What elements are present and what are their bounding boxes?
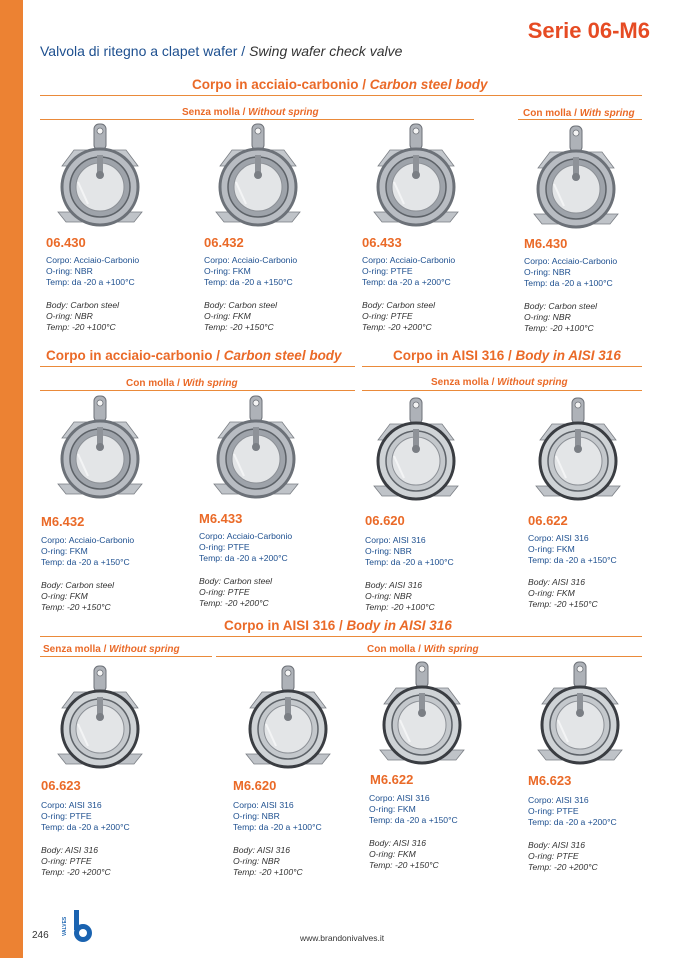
spec-line-it: Temp: da -20 a +200°C — [41, 822, 130, 832]
page-number: 246 — [32, 930, 49, 941]
subhead-rule — [40, 390, 355, 391]
section-rule — [40, 636, 642, 637]
product-specs-en — [528, 577, 598, 610]
section-title-aisi316-1: Corpo in AISI 316 / Body in AISI 316 — [393, 348, 621, 363]
spec-line-en: O-ring: NBR — [233, 856, 280, 866]
product-specs-it — [528, 795, 617, 828]
spec-line-it: Temp: da -20 a +100°C — [46, 277, 135, 287]
product-specs-it — [365, 535, 454, 568]
product-specs-it — [369, 793, 458, 826]
spec-line-it: Corpo: Acciaio-Carbonio — [199, 531, 293, 541]
product-specs-en — [362, 300, 435, 333]
spec-line-en: O-ring: FKM — [369, 849, 416, 859]
subhead-without-spring-2: Senza molla / Without spring — [431, 377, 568, 388]
spec-line-en: Body: Carbon steel — [362, 300, 436, 310]
valve-product-image — [48, 394, 152, 506]
spec-line-it: Corpo: Acciaio-Carbonio — [204, 255, 298, 265]
spec-line-it: O-ring: PTFE — [41, 811, 92, 821]
product-code: 06.622 — [528, 513, 568, 528]
spec-line-it: Temp: da -20 a +200°C — [199, 553, 288, 563]
valve-product-image — [370, 660, 474, 772]
spec-line-it: O-ring: FKM — [204, 266, 251, 276]
spec-line-it: Temp: da -20 a +150°C — [369, 815, 458, 825]
spec-line-it: Temp: da -20 a +100°C — [524, 278, 613, 288]
subhead-without-spring-1: Senza molla / Without spring — [182, 107, 319, 118]
spec-line-en: Body: Carbon steel — [41, 580, 115, 590]
subhead-rule — [40, 656, 212, 657]
spec-line-en: Body: Carbon steel — [204, 300, 278, 310]
spec-line-it: Temp: da -20 a +100°C — [365, 557, 454, 567]
section-title-carbon-steel-1: Corpo in acciaio-carbonio / Carbon steel body — [192, 77, 488, 92]
valve-product-image — [48, 122, 152, 234]
product-specs-en — [204, 300, 277, 333]
section-rule — [40, 366, 355, 367]
product-specs-it — [41, 535, 134, 568]
product-code: M6.622 — [370, 772, 414, 787]
product-code: 06.432 — [204, 235, 244, 250]
page-subtitle: Valvola di ritegno a clapet wafer / Swing wafer check valve — [40, 43, 403, 59]
spec-line-it: Corpo: AISI 316 — [528, 533, 589, 543]
product-code: 06.620 — [365, 513, 405, 528]
orange-sidebar-stripe — [0, 0, 23, 958]
product-specs-en — [365, 580, 435, 613]
spec-line-en: Temp: -20 +150°C — [369, 860, 439, 870]
valve-product-image — [526, 396, 630, 508]
valve-product-image — [364, 396, 468, 508]
product-specs-it — [204, 255, 297, 288]
valve-product-image — [524, 124, 628, 236]
valve-product-image — [206, 122, 310, 234]
spec-line-en: O-ring: PTFE — [362, 311, 413, 321]
spec-line-en: Body: AISI 316 — [365, 580, 423, 590]
spec-line-en: O-ring: NBR — [46, 311, 93, 321]
product-specs-en — [41, 845, 111, 878]
product-specs-it — [41, 800, 130, 833]
product-specs-en — [369, 838, 439, 871]
spec-line-en: Body: AISI 316 — [41, 845, 99, 855]
product-specs-en — [524, 301, 597, 334]
spec-line-it: O-ring: PTFE — [199, 542, 250, 552]
spec-line-it: Corpo: Acciaio-Carbonio — [41, 535, 135, 545]
product-specs-en — [46, 300, 119, 333]
spec-line-en: O-ring: FKM — [204, 311, 251, 321]
subhead-rule — [518, 119, 642, 120]
valve-product-image — [48, 664, 152, 776]
subhead-rule — [362, 390, 642, 391]
product-specs-it — [233, 800, 322, 833]
spec-line-en: O-ring: PTFE — [528, 851, 579, 861]
spec-line-en: Temp: -20 +150°C — [528, 599, 598, 609]
spec-line-en: Body: AISI 316 — [233, 845, 291, 855]
product-code: 06.430 — [46, 235, 86, 250]
spec-line-it: O-ring: FKM — [528, 544, 575, 554]
spec-line-it: Corpo: AISI 316 — [365, 535, 426, 545]
product-specs-en — [233, 845, 303, 878]
spec-line-it: Temp: da -20 a +100°C — [233, 822, 322, 832]
valve-product-image — [204, 394, 308, 506]
product-specs-en — [528, 840, 598, 873]
spec-line-en: O-ring: NBR — [365, 591, 412, 601]
spec-line-it: O-ring: NBR — [233, 811, 280, 821]
spec-line-it: Corpo: AISI 316 — [233, 800, 294, 810]
subhead-with-spring-3: Con molla / With spring — [367, 644, 479, 655]
spec-line-en: Temp: -20 +200°C — [528, 862, 598, 872]
section-title-aisi316-2: Corpo in AISI 316 / Body in AISI 316 — [224, 618, 452, 633]
section-rule — [362, 366, 642, 367]
spec-line-it: O-ring: FKM — [369, 804, 416, 814]
subhead-with-spring-2: Con molla / With spring — [126, 378, 238, 389]
product-specs-it — [46, 255, 139, 288]
product-code: M6.430 — [524, 236, 568, 251]
spec-line-en: O-ring: PTFE — [199, 587, 250, 597]
product-specs-en — [199, 576, 272, 609]
spec-line-it: Temp: da -20 a +150°C — [528, 555, 617, 565]
product-specs-it — [362, 255, 455, 288]
spec-line-it: O-ring: PTFE — [362, 266, 413, 276]
spec-line-en: O-ring: FKM — [528, 588, 575, 598]
subhead-rule — [40, 119, 474, 120]
product-specs-it — [199, 531, 292, 564]
spec-line-en: O-ring: FKM — [41, 591, 88, 601]
spec-line-it: Temp: da -20 a +200°C — [528, 817, 617, 827]
product-specs-it — [524, 256, 617, 289]
spec-line-en: Body: Carbon steel — [524, 301, 598, 311]
spec-line-en: Temp: -20 +100°C — [46, 322, 116, 332]
product-specs-it — [528, 533, 617, 566]
spec-line-it: Temp: da -20 a +150°C — [41, 557, 130, 567]
product-specs-en — [41, 580, 114, 613]
spec-line-en: Temp: -20 +100°C — [365, 602, 435, 612]
spec-line-it: Temp: da -20 a +150°C — [204, 277, 293, 287]
subhead-with-spring-1: Con molla / With spring — [523, 108, 635, 119]
spec-line-it: Corpo: Acciaio-Carbonio — [46, 255, 140, 265]
spec-line-it: O-ring: NBR — [46, 266, 93, 276]
valve-product-image — [364, 122, 468, 234]
spec-line-it: O-ring: NBR — [524, 267, 571, 277]
spec-line-en: Temp: -20 +200°C — [41, 867, 111, 877]
spec-line-it: O-ring: FKM — [41, 546, 88, 556]
spec-line-it: Corpo: AISI 316 — [528, 795, 589, 805]
section-rule — [40, 95, 642, 96]
spec-line-en: Body: AISI 316 — [369, 838, 427, 848]
product-code: 06.433 — [362, 235, 402, 250]
spec-line-it: Corpo: AISI 316 — [41, 800, 102, 810]
valve-product-image — [528, 660, 632, 772]
website-url: www.brandonivalves.it — [300, 933, 385, 943]
spec-line-it: Corpo: AISI 316 — [369, 793, 430, 803]
spec-line-en: Temp: -20 +100°C — [233, 867, 303, 877]
spec-line-it: O-ring: NBR — [365, 546, 412, 556]
subhead-without-spring-3: Senza molla / Without spring — [43, 644, 180, 655]
series-title: Serie 06-M6 — [527, 18, 650, 43]
brandoni-logo — [60, 908, 94, 944]
spec-line-it: Temp: da -20 a +200°C — [362, 277, 451, 287]
spec-line-en: Temp: -20 +150°C — [204, 322, 274, 332]
spec-line-en: Temp: -20 +150°C — [41, 602, 111, 612]
section-title-carbon-steel-2: Corpo in acciaio-carbonio / Carbon steel body — [46, 348, 342, 363]
spec-line-it: Corpo: Acciaio-Carbonio — [524, 256, 618, 266]
spec-line-en: Temp: -20 +100°C — [524, 323, 594, 333]
spec-line-en: O-ring: PTFE — [41, 856, 92, 866]
valve-product-image — [236, 664, 340, 776]
product-code: M6.620 — [233, 778, 277, 793]
spec-line-it: O-ring: PTFE — [528, 806, 579, 816]
spec-line-en: Body: Carbon steel — [46, 300, 120, 310]
svg-text:VALVES: VALVES — [62, 916, 68, 936]
product-code: M6.433 — [199, 511, 243, 526]
product-code: M6.623 — [528, 773, 572, 788]
product-code: M6.432 — [41, 514, 85, 529]
spec-line-it: Corpo: Acciaio-Carbonio — [362, 255, 456, 265]
spec-line-en: Temp: -20 +200°C — [199, 598, 269, 608]
spec-line-en: Body: AISI 316 — [528, 577, 586, 587]
spec-line-en: Body: Carbon steel — [199, 576, 273, 586]
spec-line-en: O-ring: NBR — [524, 312, 571, 322]
spec-line-en: Temp: -20 +200°C — [362, 322, 432, 332]
subhead-rule — [216, 656, 642, 657]
spec-line-en: Body: AISI 316 — [528, 840, 586, 850]
product-code: 06.623 — [41, 778, 81, 793]
